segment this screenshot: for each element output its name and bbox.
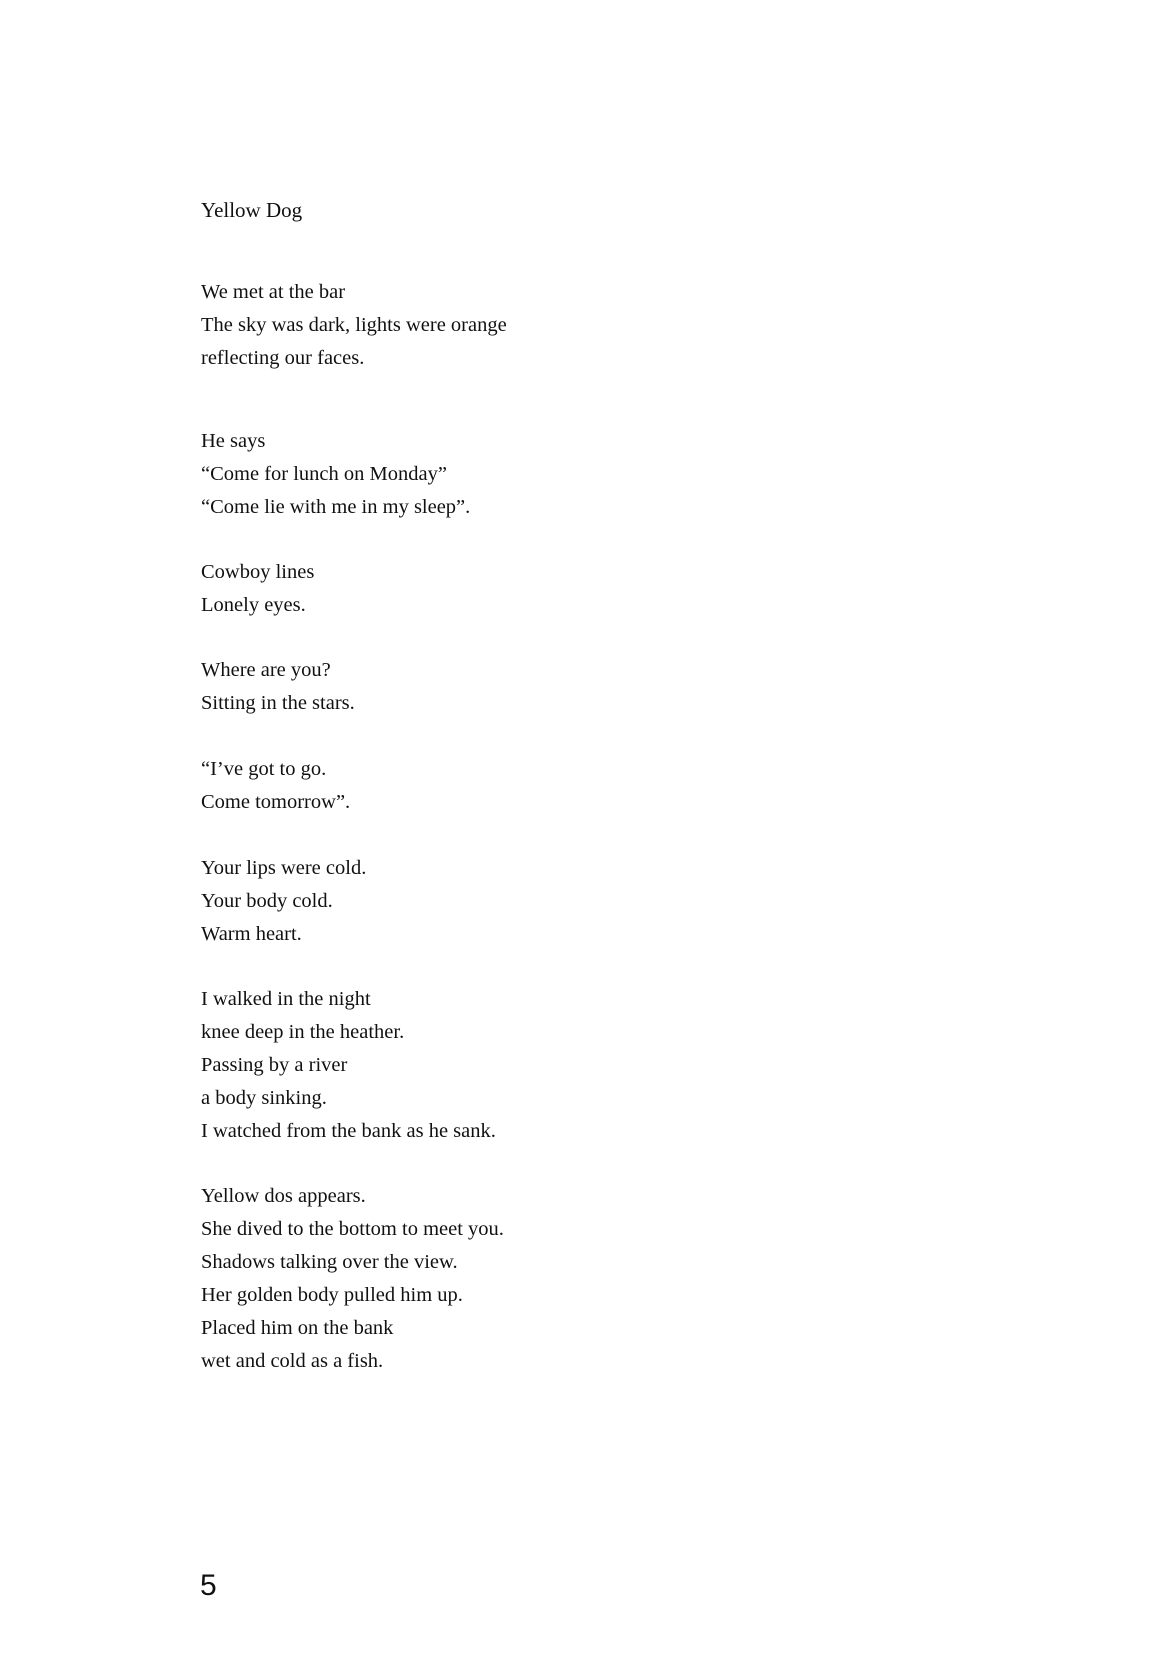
poem-line: “I’ve got to go.: [201, 758, 327, 780]
poem-line: We met at the bar: [201, 281, 346, 303]
poem-line: Sitting in the stars.: [201, 692, 355, 714]
poem-line: a body sinking.: [201, 1087, 327, 1109]
poem-line: Her golden body pulled him up.: [201, 1284, 463, 1306]
poem-line: Yellow dos appears.: [201, 1185, 366, 1207]
poem-line: Warm heart.: [201, 923, 302, 945]
stanza-7: [201, 983, 496, 1148]
poem-line: I walked in the night: [201, 988, 371, 1010]
poem-line: Passing by a river: [201, 1054, 348, 1076]
poem-line: Your body cold.: [201, 890, 333, 912]
stanza-8: [201, 1180, 504, 1378]
page-number: 5: [200, 1569, 217, 1602]
poem-line: Come tomorrow”.: [201, 791, 351, 813]
poem-line: “Come for lunch on Monday”: [201, 463, 447, 485]
stanza-4: [201, 654, 355, 720]
stanza-3: [201, 556, 314, 622]
poem-line: knee deep in the heather.: [201, 1021, 405, 1043]
poem-line: Shadows talking over the view.: [201, 1251, 458, 1273]
poem-line: He says: [201, 430, 266, 452]
poem-line: “Come lie with me in my sleep”.: [201, 496, 471, 518]
poem-line: reflecting our faces.: [201, 347, 365, 369]
stanza-1: [201, 276, 507, 375]
poem-title: Yellow Dog: [201, 198, 303, 222]
poem-line: I watched from the bank as he sank.: [201, 1120, 496, 1142]
poem-line: The sky was dark, lights were orange: [201, 314, 507, 336]
stanza-6: [201, 852, 366, 951]
poem-line: She dived to the bottom to meet you.: [201, 1218, 504, 1240]
poem-line: Lonely eyes.: [201, 594, 306, 616]
stanza-5: [201, 753, 350, 819]
stanza-2: [201, 425, 470, 524]
poem-line: Cowboy lines: [201, 561, 315, 583]
poem-line: Your lips were cold.: [201, 857, 367, 879]
poem-line: Placed him on the bank: [201, 1317, 394, 1339]
poem-line: wet and cold as a fish.: [201, 1350, 384, 1372]
poem-line: Where are you?: [201, 659, 331, 681]
